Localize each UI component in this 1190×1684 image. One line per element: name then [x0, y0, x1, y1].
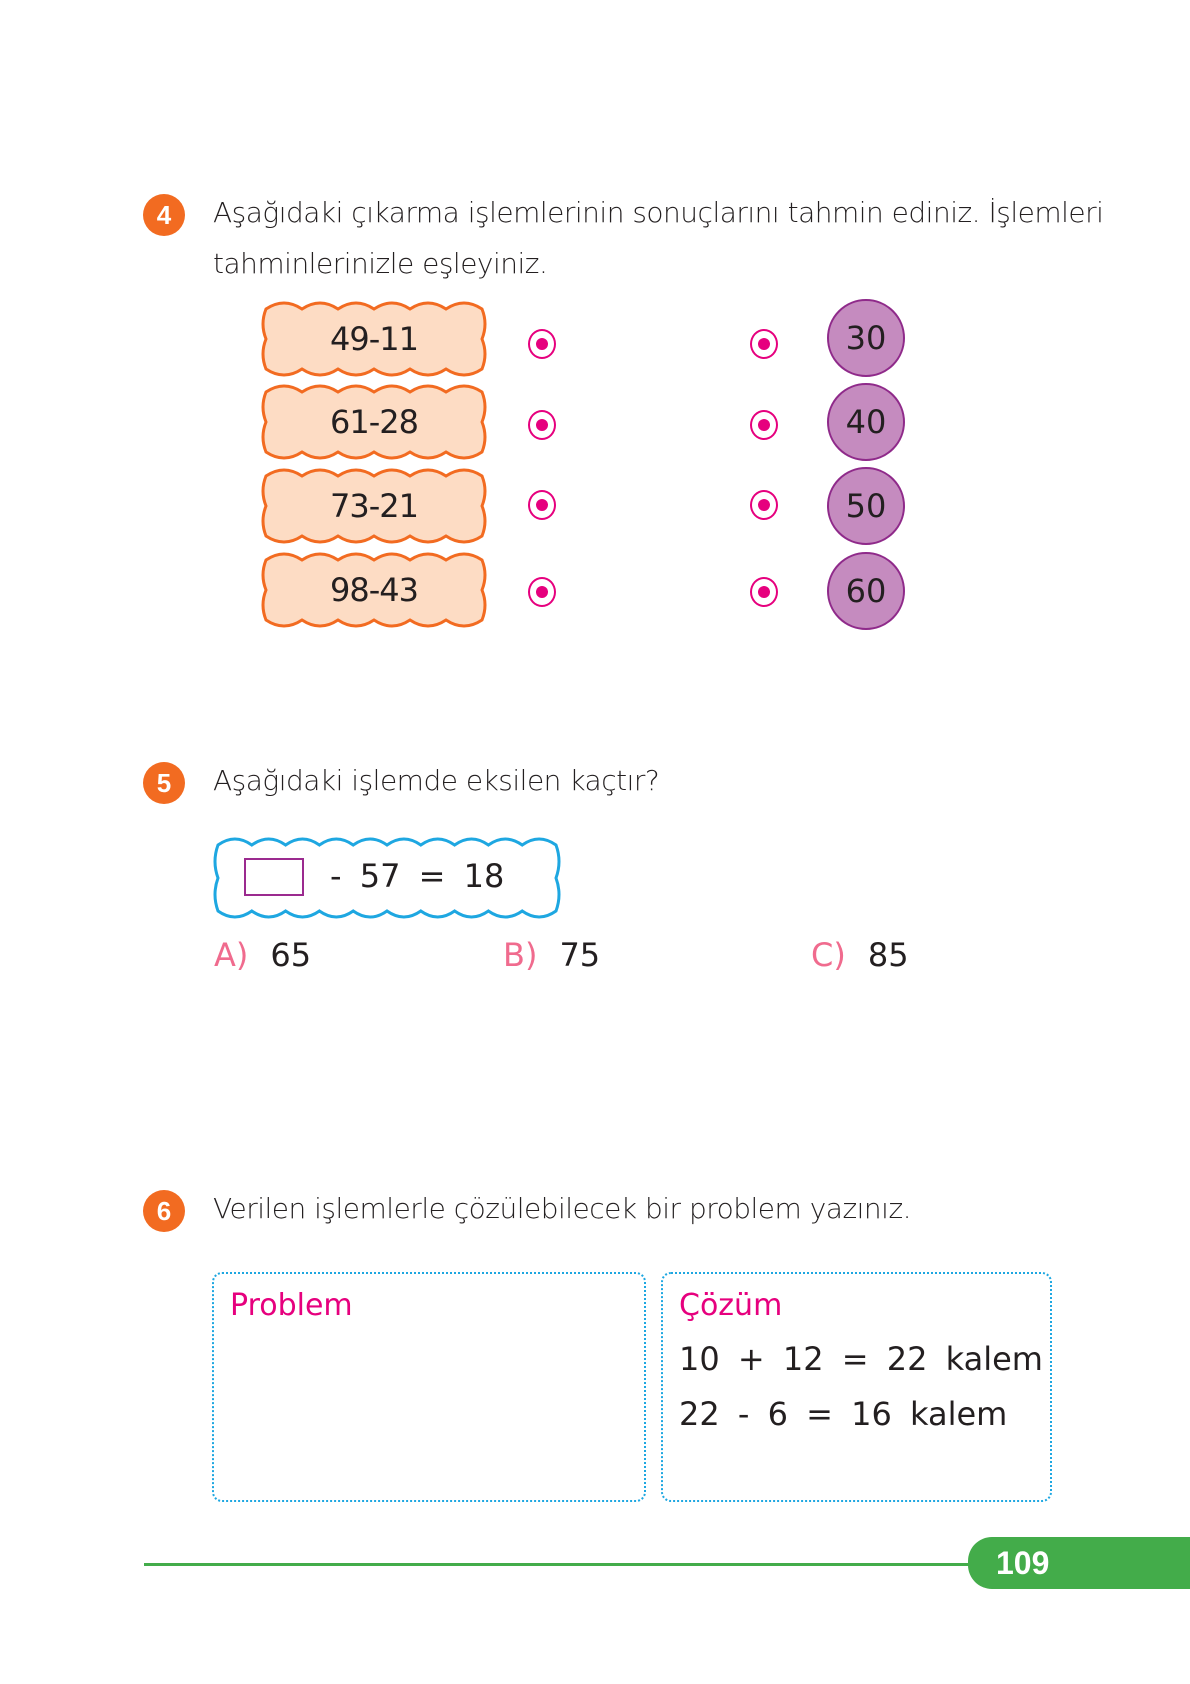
- option-b[interactable]: [503, 936, 600, 974]
- question-text: Aşağıdaki işlemde eksilen kaçtır?: [213, 764, 660, 797]
- solution-label: Çözüm: [679, 1288, 783, 1323]
- left-match-dot[interactable]: [528, 329, 556, 359]
- equation-box: [218, 839, 556, 917]
- operation-label: 73-21: [330, 487, 418, 525]
- question-text: Aşağıdaki çıkarma işlemlerinin sonuçlarını tahmin ediniz. İşlemleri: [213, 196, 1104, 229]
- right-match-dot[interactable]: [750, 577, 778, 607]
- left-match-dot[interactable]: [528, 410, 556, 440]
- left-match-dot[interactable]: [528, 490, 556, 520]
- option-value: 85: [867, 936, 909, 974]
- estimate-circle: 30: [827, 299, 905, 377]
- equation-text: - 57 = 18: [330, 857, 505, 895]
- option-c[interactable]: [811, 936, 909, 974]
- question-text-continued: tahminlerinizle eşleyiniz.: [213, 247, 548, 280]
- left-match-dot[interactable]: [528, 577, 556, 607]
- problem-label: Problem: [230, 1288, 353, 1323]
- operation-label: 98-43: [330, 571, 418, 609]
- estimate-circle: 40: [827, 383, 905, 461]
- option-letter: A): [214, 936, 249, 974]
- question-text: Verilen işlemlerle çözülebilecek bir problem yazınız.: [213, 1192, 912, 1225]
- option-a[interactable]: [214, 936, 311, 974]
- footer-line: [144, 1563, 984, 1566]
- operation-card: [266, 386, 482, 458]
- option-value: 65: [270, 936, 312, 974]
- operation-card: [266, 470, 482, 542]
- solution-line: 10 + 12 = 22 kalem: [679, 1340, 1043, 1378]
- missing-number-box[interactable]: [244, 858, 304, 896]
- right-match-dot[interactable]: [750, 329, 778, 359]
- operation-label: 49-11: [330, 320, 418, 358]
- problem-box[interactable]: [212, 1272, 646, 1502]
- operation-card: [266, 303, 482, 375]
- page-number: 109: [968, 1537, 1190, 1589]
- estimate-circle: 60: [827, 552, 905, 630]
- solution-box: [661, 1272, 1052, 1502]
- option-value: 75: [559, 936, 601, 974]
- solution-line: 22 - 6 = 16 kalem: [679, 1395, 1008, 1433]
- right-match-dot[interactable]: [750, 490, 778, 520]
- question-number-badge: 5: [143, 762, 185, 804]
- question-number-badge: 4: [143, 194, 185, 236]
- estimate-circle: 50: [827, 467, 905, 545]
- option-letter: B): [503, 936, 538, 974]
- right-match-dot[interactable]: [750, 410, 778, 440]
- operation-label: 61-28: [330, 403, 418, 441]
- option-letter: C): [811, 936, 846, 974]
- question-number-badge: 6: [143, 1190, 185, 1232]
- operation-card: [266, 554, 482, 626]
